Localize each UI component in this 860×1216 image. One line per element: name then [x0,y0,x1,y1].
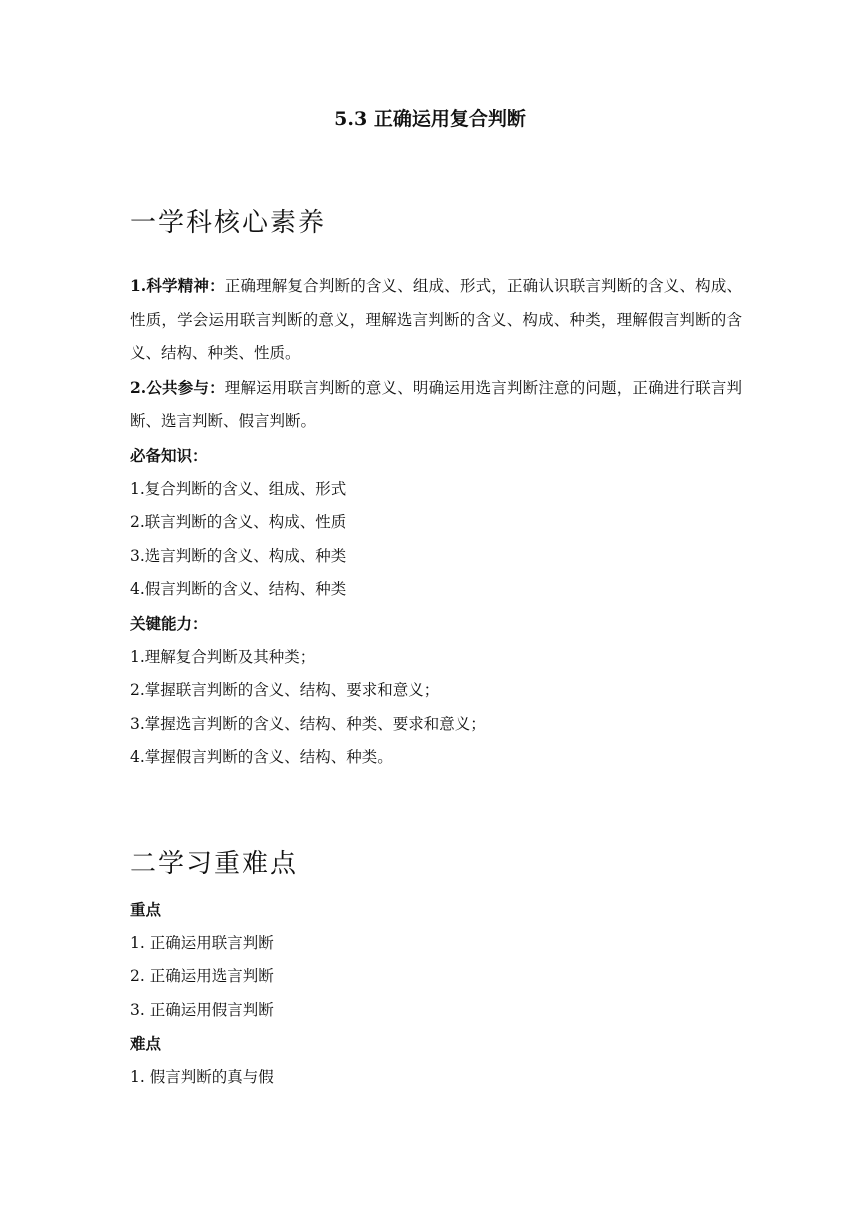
section-heading-key-difficult-points: 二学习重难点 [130,849,299,879]
list-item: 3.掌握选言判断的含义、结构、种类、要求和意义； [130,714,486,733]
document-title: 5.3 正确运用复合判断 [334,108,526,130]
list-item: 4.掌握假言判断的含义、结构、种类。 [130,748,393,767]
list-item: 4.假言判断的含义、结构、种类 [130,580,347,599]
paragraph-public-participation [130,371,742,439]
list-item: 1.复合判断的含义、组成、形式 [130,479,347,498]
paragraph-text: 理解运用联言判断的意义、明确运用选言判断注意的问题，正确进行联言判断、选言判断、假言判断。 [130,378,742,431]
list-item: 2.掌握联言判断的含义、结构、要求和意义； [130,681,440,700]
paragraph-text: 正确理解复合判断的含义、组成、形式，正确认识联言判断的含义、构成、性质，学会运用联言判断的意义，理解选言判断的含义、构成、种类，理解假言判断的含义、结构、种类、性质。 [130,277,742,363]
paragraph-lead: 1.科学精神： [130,276,225,295]
section-heading-core-literacy: 一学科核心素养 [130,208,327,238]
list-item: 1.理解复合判断及其种类； [130,647,316,666]
section-body-core-literacy [130,269,742,775]
subheading-essential-knowledge: 必备知识： [130,445,208,465]
list-item: 2.联言判断的含义、构成、性质 [130,513,347,532]
list-item: 3.选言判断的含义、构成、种类 [130,546,347,565]
subheading-key-points: 重点 [130,900,162,919]
subheading-difficult-points: 难点 [130,1034,162,1054]
paragraph-lead: 2.公共参与： [130,377,225,397]
subheading-key-abilities: 关键能力： [130,613,208,633]
list-item: 3. 正确运用假言判断 [130,1000,274,1019]
list-item: 2. 正确运用选言判断 [130,967,274,986]
paragraph-scientific-spirit [130,269,742,371]
list-item: 1. 正确运用联言判断 [130,933,274,952]
section-body-key-difficult-points [130,893,742,1095]
list-item: 1. 假言判断的真与假 [130,1067,274,1086]
